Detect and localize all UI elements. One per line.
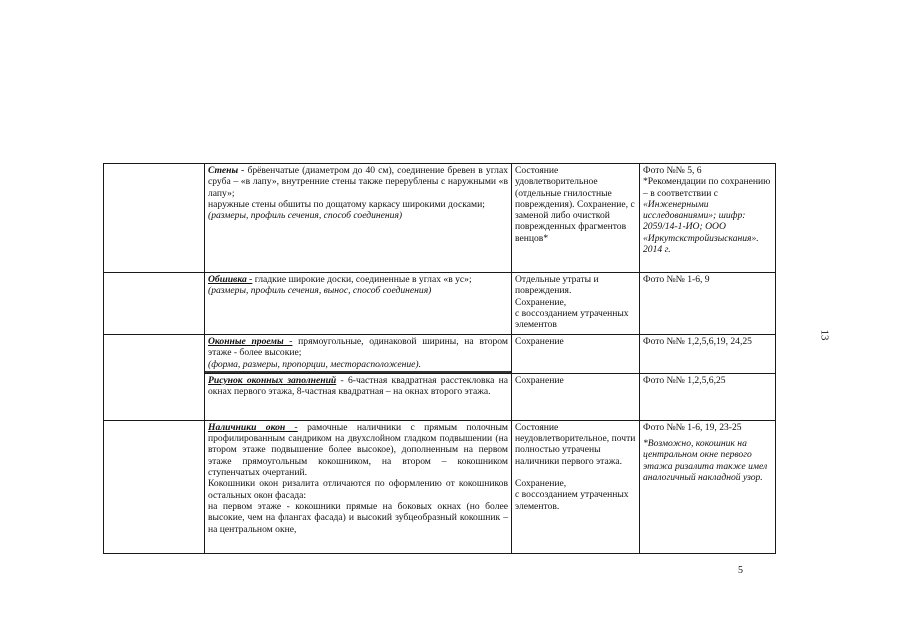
state-text: с воссозданием утраченных элементов	[515, 307, 629, 331]
table-row	[104, 335, 776, 374]
description-cell	[205, 373, 512, 420]
description-note: (размеры, профиль сечения, вынос, способ соединения)	[208, 285, 432, 297]
description-cell	[205, 273, 512, 335]
photo-note: *Возможно, кокошник на центральном окне первого этажа ризалита также имел аналогичный накладной узор.	[643, 438, 768, 484]
description-note: (форма, размеры, пропорции, месторасположение).	[208, 358, 422, 370]
description-text: на первом этаже - кокошники прямые на боковых окнах (но более высокие, чем на флангах фасада) и высокий зубцеобразный кокошник – на центральном окне,	[208, 500, 508, 535]
empty-cell	[104, 273, 205, 335]
state-text: Состояние удовлетворительное (отдельные гнилостные повреждения). Сохранение, с заменой либо очисткой поврежденных фрагментов венцов*	[515, 165, 635, 244]
description-cell	[205, 335, 512, 374]
empty-cell	[104, 335, 205, 421]
row-lead: Обшивка -	[208, 274, 253, 285]
state-cell	[512, 373, 640, 420]
state-text: с воссозданием утраченных элементов.	[515, 489, 629, 512]
photo-ref: Фото №№ 1-6, 19, 23-25	[643, 421, 742, 433]
state-text: Сохранение	[515, 374, 564, 386]
empty-cell	[104, 420, 205, 553]
photo-ref: Фото №№ 1,2,5,6,25	[643, 374, 726, 386]
photo-ref: *Рекомендации по сохранению – в соответствии с	[643, 176, 771, 199]
empty-cell	[104, 164, 205, 273]
description-note: (размеры, профиль сечения, способ соединения)	[208, 210, 403, 222]
photo-cell	[640, 273, 776, 335]
state-text: Состояние неудовлетворительное, почти полностью утрачены наличники первого этажа.	[515, 421, 636, 467]
state-cell	[512, 164, 640, 273]
row-lead: Наличники окон -	[208, 421, 298, 433]
description-text: брёвенчатые (диаметром до 40 см), соединение бревен в углах сруба – «в лапу», внутренние стены также перерублены с наружными «в лапу»;	[208, 165, 508, 199]
state-cell	[512, 273, 640, 335]
state-spacer	[515, 467, 636, 478]
page-number: 5	[738, 565, 743, 576]
photo-ref: Фото №№ 1,2,5,6,19, 24,25	[643, 336, 752, 347]
row-lead: Стены -	[208, 165, 245, 176]
description-cell	[205, 164, 512, 273]
photo-cell	[640, 164, 776, 273]
table-row	[104, 420, 776, 553]
description-cell	[205, 420, 512, 553]
state-cell	[512, 335, 640, 374]
elements-table	[103, 163, 776, 554]
description-text: рамочные наличники с прямым полочным профилированным сандриком на двухслойном гладком подвышении (на втором этаже подвышение более высокое), дополненным на первом этаже прямоугольным кокошником, на втором – кокошником ступенчатых очертаний.	[208, 421, 508, 479]
description-text: Кокошники окон ризалита отличаются по оформлению от кокошников остальных окон фасада:	[208, 478, 508, 501]
description-text: наружные стены обшиты по дощатому каркасу широкими досками;	[208, 198, 485, 210]
state-cell	[512, 420, 640, 553]
photo-ref: «Инженерными исследованиями»; шифр: 2059/14-1-ИО; ООО «Иркутскстройизыскания». 2014 г.	[643, 198, 759, 256]
table-row	[104, 164, 776, 273]
state-text: Сохранение,	[515, 296, 567, 308]
rotated-sheet-number: 13	[818, 329, 831, 341]
row-lead: Рисунок оконных заполнений	[208, 374, 337, 386]
photo-ref: Фото №№ 1-6, 9	[643, 274, 710, 285]
photo-ref: Фото №№ 5, 6	[643, 165, 702, 176]
photo-cell	[640, 373, 776, 420]
row-lead: Оконные проемы -	[208, 336, 293, 347]
state-text: Сохранение,	[515, 478, 567, 490]
table-row	[104, 273, 776, 335]
table-row	[104, 373, 776, 420]
description-text: гладкие широкие доски, соединенные в углах «в ус»;	[254, 274, 472, 285]
state-text: Сохранение	[515, 336, 564, 347]
description-text: - 6-частная квадратная расстекловка на окнах первого этажа, 8-частная квадратная – на окнах второго этажа.	[208, 374, 508, 398]
photo-cell	[640, 335, 776, 374]
description-text: прямоугольные, одинаковой ширины, на втором этаже - более высокие;	[208, 336, 508, 359]
photo-cell	[640, 420, 776, 553]
state-text: Отдельные утраты и повреждения.	[515, 274, 599, 297]
